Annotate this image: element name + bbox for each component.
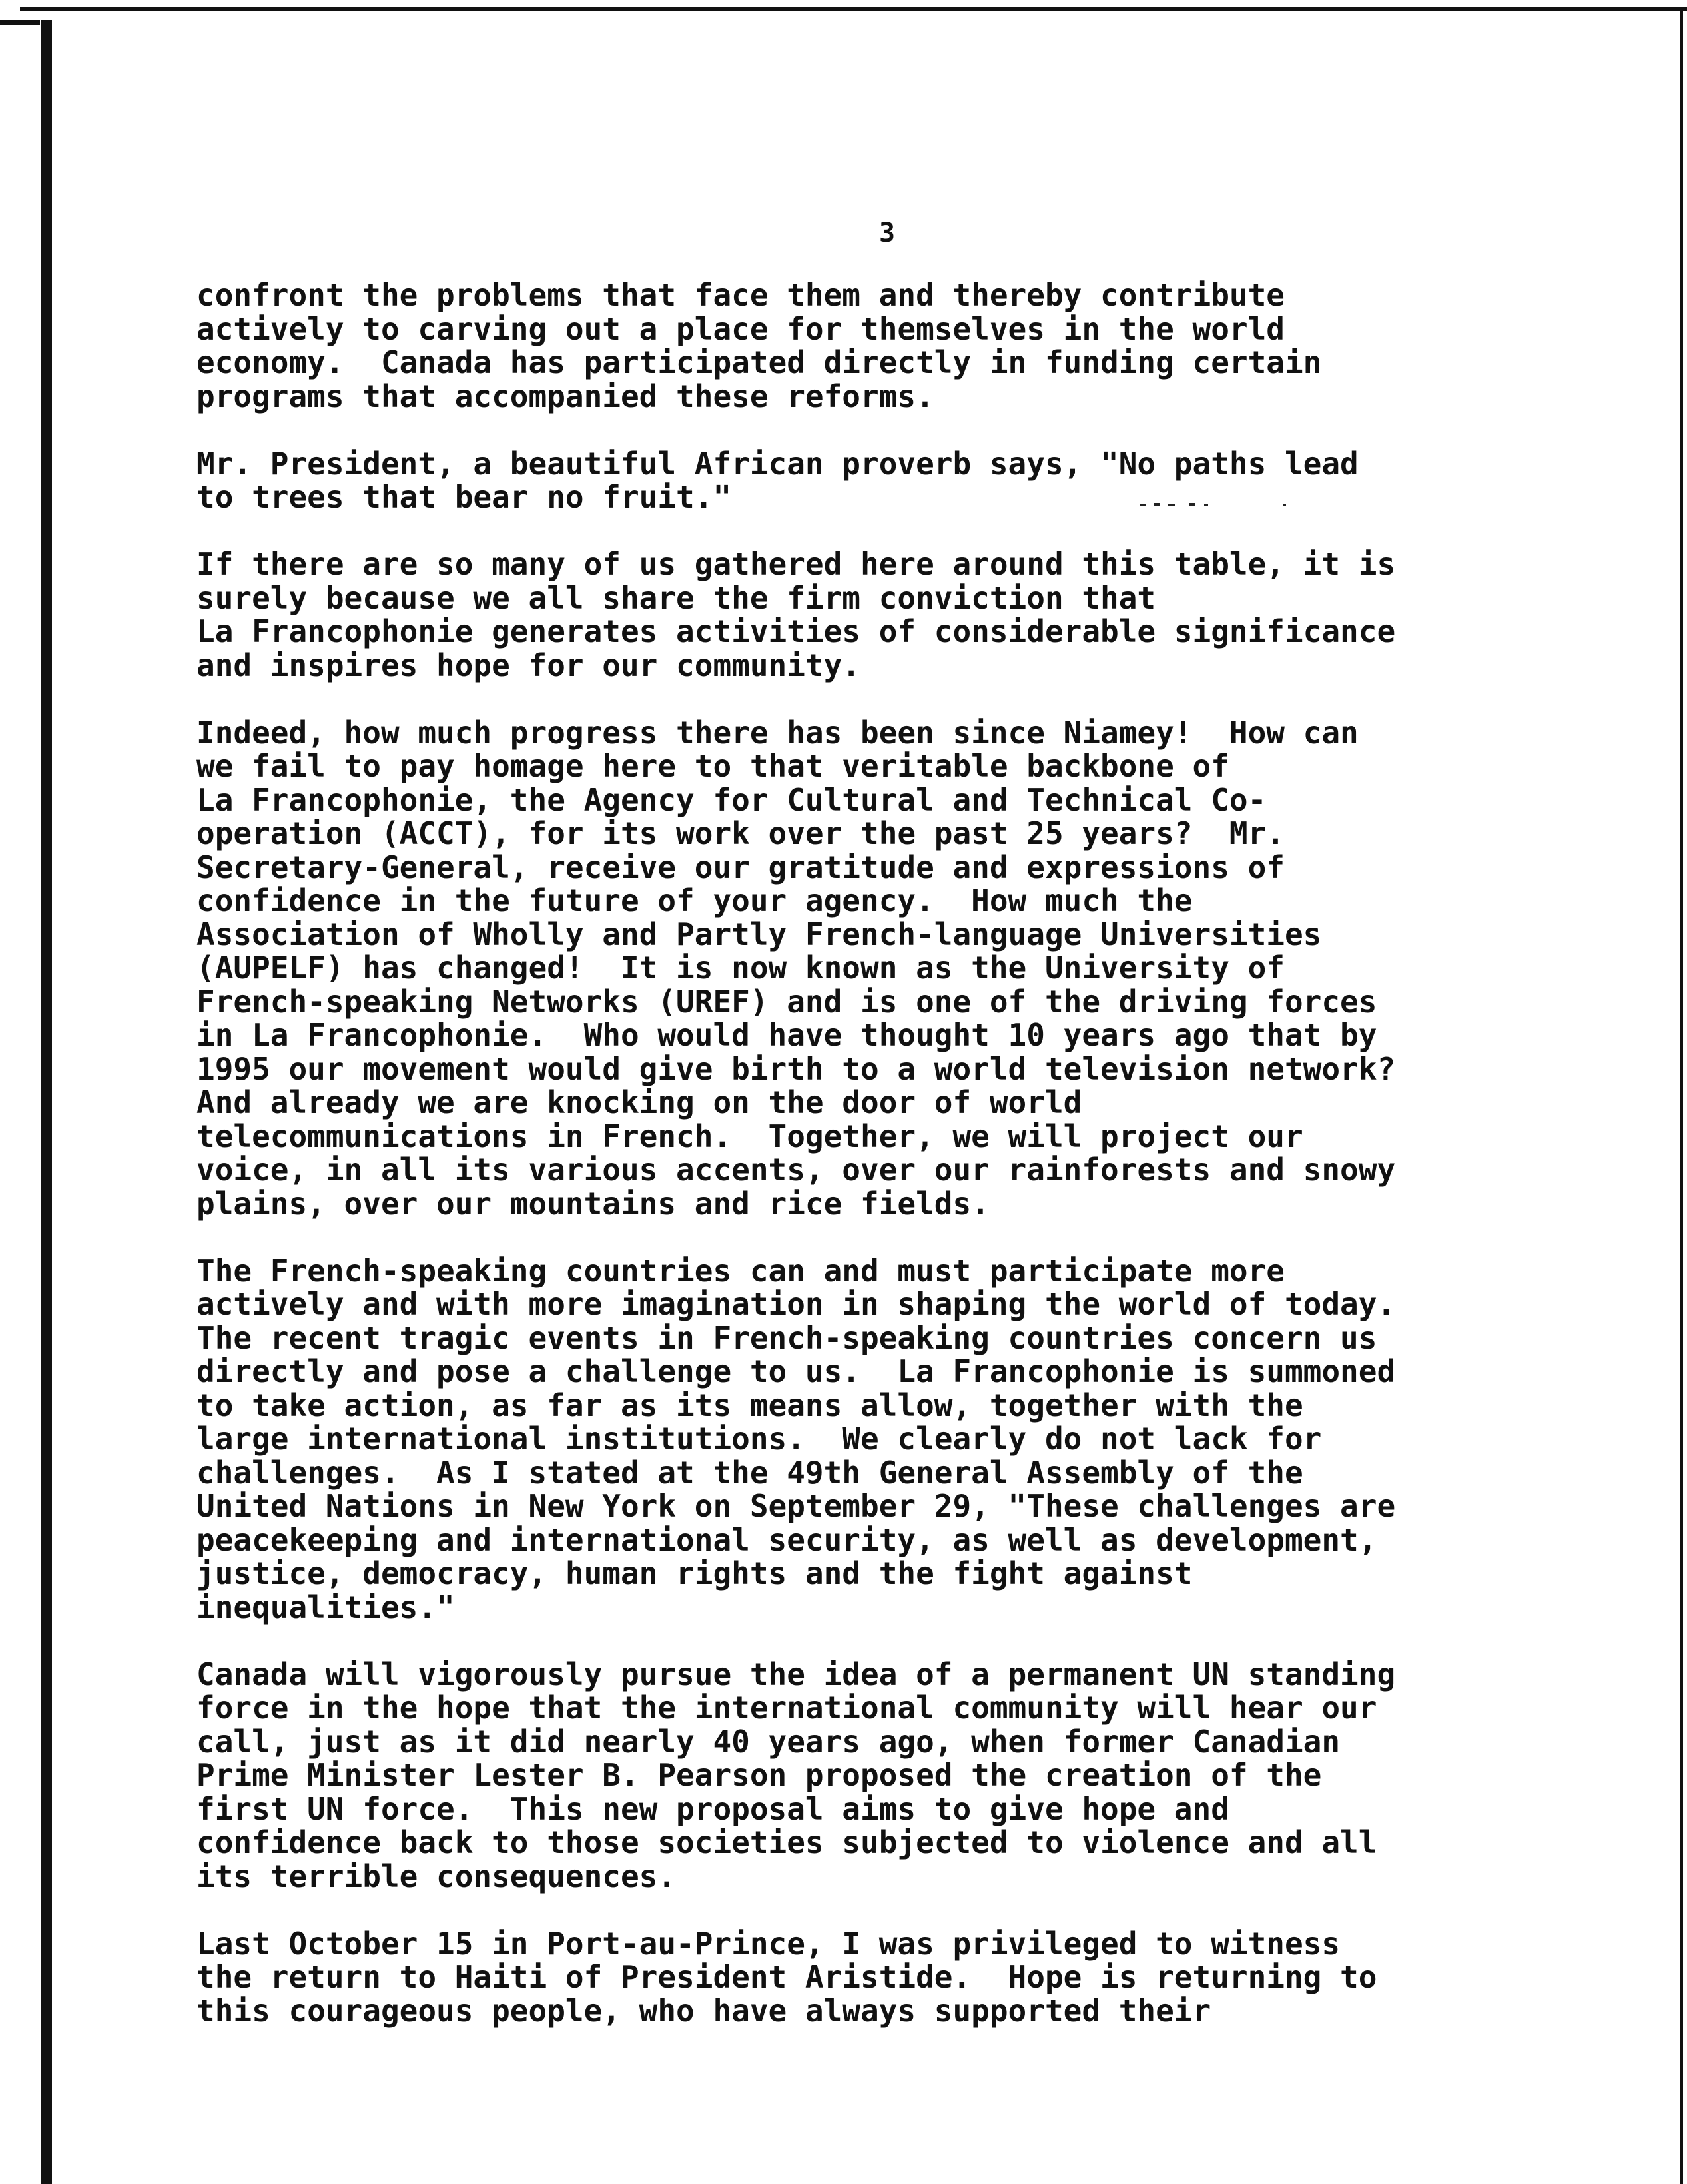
- paragraph: [196, 278, 1675, 413]
- text-line: surely because we all share the firm conviction that: [196, 579, 1156, 616]
- text-line: justice, democracy, human rights and the fight against: [196, 1555, 1193, 1591]
- text-line: Mr. President, a beautiful African proverb says, "No paths lead: [196, 445, 1359, 482]
- top-left-corner-rule: [0, 20, 40, 25]
- text-line: inequalities.": [196, 1589, 455, 1625]
- text-line: and inspires hope for our community.: [196, 647, 860, 683]
- text-line: If there are so many of us gathered here around this table, it is: [196, 546, 1396, 582]
- text-line: confidence in the future of your agency. How much the: [196, 883, 1193, 918]
- text-line: first UN force. This new proposal aims to give hope and: [196, 1790, 1229, 1827]
- right-border-rule: [1680, 8, 1683, 2184]
- text-line: confidence back to those societies subjected to violence and all: [196, 1824, 1377, 1860]
- text-line: The recent tragic events in French-speaking countries concern us: [196, 1319, 1377, 1356]
- text-line: actively and with more imagination in shaping the world of today.: [196, 1286, 1396, 1322]
- text-line: its terrible consequences.: [196, 1858, 677, 1894]
- paragraph: [196, 716, 1675, 1221]
- text-line: La Francophonie generates activities of considerable significance: [196, 613, 1396, 649]
- text-line: this courageous people, who have always supported their: [196, 1992, 1211, 2029]
- text-line: force in the hope that the international community will hear our: [196, 1690, 1377, 1726]
- text-line: actively to carving out a place for themselves in the world: [196, 310, 1285, 347]
- paragraph: [196, 547, 1675, 682]
- text-line: Last October 15 in Port-au-Prince, I was privileged to witness: [196, 1925, 1341, 1962]
- text-line: programs that accompanied these reforms.: [196, 378, 934, 414]
- paragraph: [196, 447, 1675, 514]
- text-line: peacekeeping and international security, as well as development,: [196, 1521, 1377, 1558]
- text-line: The French-speaking countries can and must participate more: [196, 1252, 1285, 1289]
- left-border-rule: [41, 20, 52, 2184]
- text-line: Indeed, how much progress there has been since Niamey! How can: [196, 714, 1359, 751]
- text-line: confront the problems that face them and thereby contribute: [196, 277, 1285, 313]
- text-line: operation (ACCT), for its work over the past 25 years? Mr.: [196, 815, 1285, 851]
- body-text: [196, 278, 1675, 2061]
- text-line: French-speaking Networks (UREF) and is one of the driving forces: [196, 983, 1377, 1020]
- paragraph: [196, 1927, 1675, 2028]
- text-line: 1995 our movement would give birth to a world television network?: [196, 1050, 1396, 1087]
- text-line: to take action, as far as its means allow, together with the: [196, 1387, 1303, 1423]
- text-line: telecommunications in French. Together, we will project our: [196, 1118, 1303, 1154]
- text-line: plains, over our mountains and rice fields.: [196, 1185, 990, 1222]
- text-line: economy. Canada has participated directly in funding certain: [196, 344, 1322, 380]
- text-line: call, just as it did nearly 40 years ago, when former Canadian: [196, 1723, 1341, 1760]
- page-number: 3: [879, 218, 896, 248]
- text-line: we fail to pay homage here to that veritable backbone of: [196, 748, 1229, 784]
- text-line: in La Francophonie. Who would have thought 10 years ago that by: [196, 1017, 1377, 1053]
- text-line: Association of Wholly and Partly French-language Universities: [196, 916, 1322, 952]
- text-line: to trees that bear no fruit.": [196, 479, 732, 515]
- text-line: large international institutions. We clearly do not lack for: [196, 1421, 1322, 1457]
- text-line: voice, in all its various accents, over our rainforests and snowy: [196, 1152, 1396, 1188]
- paragraph: [196, 1658, 1675, 1894]
- text-line: United Nations in New York on September 29, "These challenges are: [196, 1488, 1396, 1524]
- text-line: La Francophonie, the Agency for Cultural and Technical Co-: [196, 781, 1267, 818]
- top-border-rule: [20, 7, 1687, 11]
- text-line: Prime Minister Lester B. Pearson proposed the creation of the: [196, 1757, 1322, 1793]
- text-line: the return to Haiti of President Aristide. Hope is returning to: [196, 1959, 1377, 1995]
- text-line: challenges. As I stated at the 49th General Assembly of the: [196, 1454, 1303, 1491]
- text-line: Secretary-General, receive our gratitude and expressions of: [196, 849, 1285, 885]
- text-line: And already we are knocking on the door of world: [196, 1084, 1082, 1120]
- text-line: directly and pose a challenge to us. La Francophonie is summoned: [196, 1353, 1396, 1389]
- text-line: (AUPELF) has changed! It is now known as the University of: [196, 950, 1285, 986]
- text-line: Canada will vigorously pursue the idea of a permanent UN standing: [196, 1656, 1396, 1692]
- paragraph: [196, 1254, 1675, 1625]
